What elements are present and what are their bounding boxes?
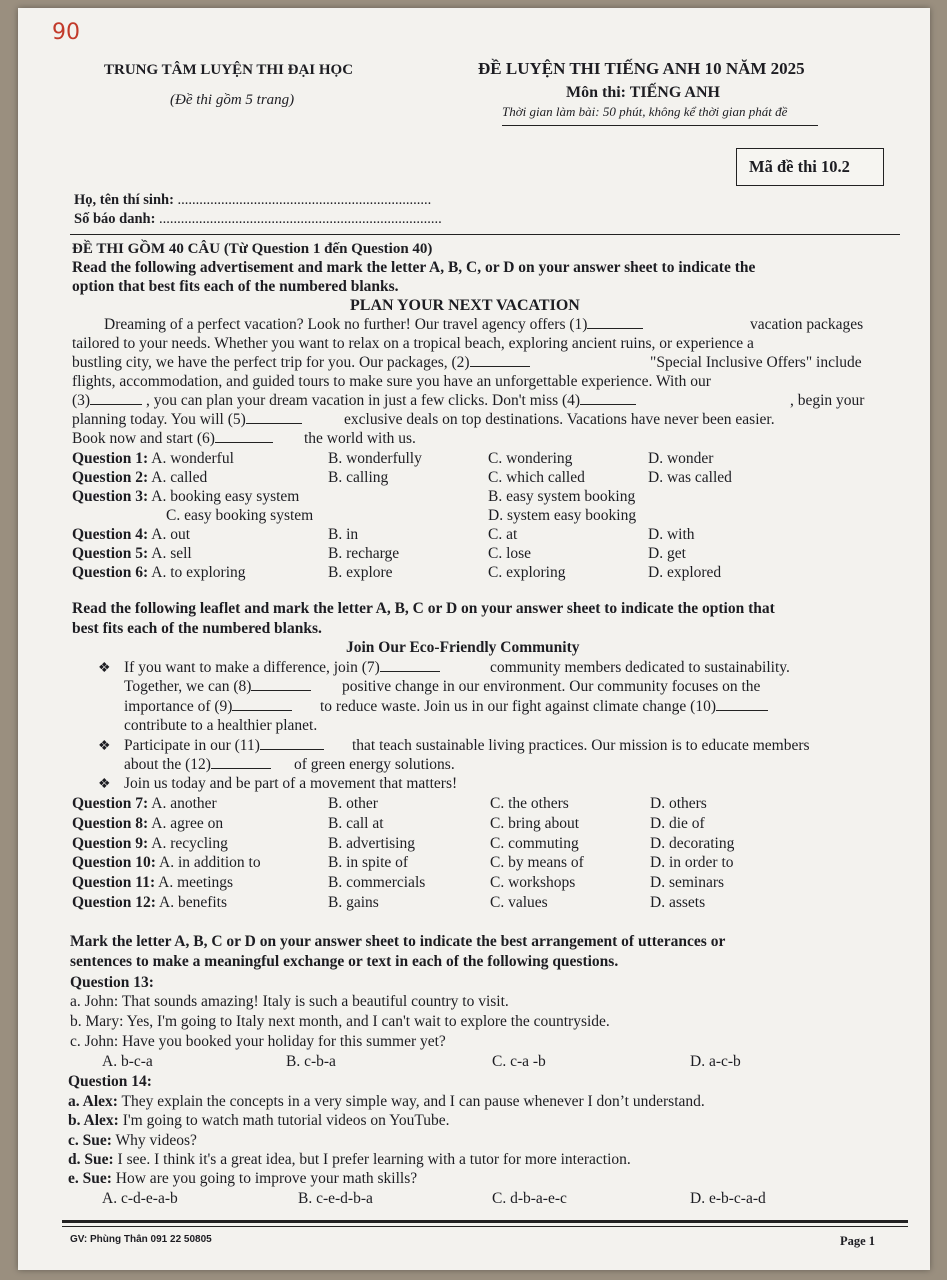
answer-d[interactable]: D. with (648, 526, 695, 543)
question-14-label: Question 14: (68, 1073, 152, 1090)
leaflet-b2-l2b: of green energy solutions. (294, 756, 455, 773)
answer-b[interactable]: B. in (328, 526, 359, 543)
ad-line-3b: "Special Inclusive Offers" include (650, 354, 862, 371)
question-row: Question 3: A. booking easy system (72, 488, 300, 505)
ad-line-5a: (3) (72, 392, 142, 410)
answer-c[interactable]: C. easy booking system (166, 507, 314, 524)
exam-title: ĐỀ LUYỆN THI TIẾNG ANH 10 NĂM 2025 (478, 59, 805, 78)
answer-c[interactable]: C. at (488, 526, 518, 543)
question-row: Question 2: A. called (72, 469, 208, 486)
answer-d[interactable]: D. in order to (650, 854, 734, 871)
id-field (74, 211, 442, 228)
answer-c[interactable]: C. workshops (490, 874, 576, 891)
answer-c[interactable]: C. the others (490, 795, 569, 812)
q14-option-c[interactable]: C. d-b-a-e-c (492, 1190, 567, 1207)
answer-b[interactable]: B. calling (328, 469, 389, 486)
name-field (74, 192, 431, 209)
question-row: Question 9: A. recycling (72, 835, 228, 852)
ad-line-5b: , you can plan your dream vacation in just a few clicks. Don't miss (4) (146, 392, 636, 410)
q13-line-a: a. John: That sounds amazing! Italy is such a beautiful country to visit. (70, 993, 509, 1010)
leaflet-b1-l3a: importance of (9) (124, 698, 292, 716)
q13-line-c: c. John: Have you booked your holiday for this summer yet? (70, 1033, 446, 1050)
answer-c[interactable]: C. values (490, 894, 548, 911)
answer-c[interactable]: C. which called (488, 469, 585, 486)
question-row: Question 5: A. sell (72, 545, 192, 562)
leaflet-b1-l3b: to reduce waste. Join us in our fight against climate change (10) (320, 698, 768, 716)
section3-instruction-1: Mark the letter A, B, C or D on your answer sheet to indicate the best arrangement of utterances or (70, 933, 726, 950)
answer-b[interactable]: B. advertising (328, 835, 415, 852)
answer-c[interactable]: C. commuting (490, 835, 579, 852)
answer-c[interactable]: C. wondering (488, 450, 573, 467)
header-divider (70, 234, 900, 235)
exam-code-box (736, 148, 884, 186)
leaflet-b1-l4: contribute to a healthier planet. (124, 717, 318, 734)
footer-rule-thin (62, 1226, 908, 1227)
ad-line-1a: Dreaming of a perfect vacation? Look no further! Our travel agency offers (1) (104, 316, 643, 334)
answer-b[interactable]: B. in spite of (328, 854, 409, 871)
handwritten-score: 90 (52, 20, 80, 45)
q13-option-a[interactable]: A. b-c-a (102, 1053, 153, 1070)
answer-c[interactable]: C. exploring (488, 564, 566, 581)
center-name: TRUNG TÂM LUYỆN THI ĐẠI HỌC (104, 62, 354, 78)
leaflet-b1-l2a: Together, we can (8) (124, 678, 311, 696)
section1-instruction-2: option that best fits each of the numbered blanks. (72, 278, 399, 295)
answer-c[interactable]: C. lose (488, 545, 532, 562)
title-underline (502, 125, 818, 126)
question-row: Question 1: A. wonderful (72, 450, 234, 467)
answer-b[interactable]: B. recharge (328, 545, 400, 562)
leaflet-b1-b: community members dedicated to sustainability. (490, 659, 790, 676)
q14-line: e. Sue: How are you going to improve your math skills? (68, 1170, 418, 1187)
leaflet-b2-l2a: about the (12) (124, 756, 271, 774)
leaflet-b2-b: that teach sustainable living practices. Our mission is to educate members (352, 737, 810, 754)
ad-line-5c: , begin your (790, 392, 865, 409)
answer-b[interactable]: B. call at (328, 815, 384, 832)
ad-line-1b: vacation packages (750, 316, 864, 333)
q13-line-b: b. Mary: Yes, I'm going to Italy next month, and I can't wait to explore the countryside. (70, 1013, 610, 1030)
pages-note: (Đề thi gồm 5 trang) (170, 92, 295, 108)
bullet-icon: ❖ (98, 777, 111, 792)
footer-rule-thick (62, 1220, 908, 1223)
name-dots: ...................................................................... (177, 192, 432, 208)
section2-instruction-1: Read the following leaflet and mark the letter A, B, C or D on your answer sheet to indicate the option that (72, 600, 775, 617)
question-row: Question 10: A. in addition to (72, 854, 261, 871)
q14-line: c. Sue: Why videos? (68, 1132, 197, 1149)
q14-line: a. Alex: They explain the concepts in a very simple way, and I can pause whenever I don’t understand. (68, 1093, 705, 1110)
answer-b[interactable]: B. commercials (328, 874, 426, 891)
question-row: Question 8: A. agree on (72, 815, 224, 832)
section2-instruction-2: best fits each of the numbered blanks. (72, 620, 322, 637)
name-label: Họ, tên thí sinh: (74, 192, 174, 208)
leaflet-b3: Join us today and be part of a movement that matters! (124, 775, 458, 792)
leaflet-title: Join Our Eco-Friendly Community (346, 639, 580, 656)
section3-instruction-2: sentences to make a meaningful exchange or text in each of the following questions. (70, 953, 619, 970)
answer-d[interactable]: D. others (650, 795, 707, 812)
id-dots: .............................................................................. (159, 211, 442, 227)
ad-line-2: tailored to your needs. Whether you want to relax on a tropical beach, exploring ancient ruins, or experience a (72, 335, 754, 352)
answer-d[interactable]: D. die of (650, 815, 705, 832)
ad-title: PLAN YOUR NEXT VACATION (350, 297, 580, 314)
ad-line-6a: planning today. You will (5) (72, 411, 302, 429)
q14-line: d. Sue: I see. I think it's a great idea, but I prefer learning with a tutor for more interaction. (68, 1151, 631, 1168)
q14-option-d[interactable]: D. e-b-c-a-d (690, 1190, 766, 1207)
question-row: Question 12: A. benefits (72, 894, 228, 911)
question-row: Question 11: A. meetings (72, 874, 234, 891)
answer-d[interactable]: D. get (648, 545, 686, 562)
answer-d[interactable]: D. seminars (650, 874, 725, 891)
footer-author: GV: Phùng Thân 091 22 50805 (70, 1234, 212, 1245)
answer-b[interactable]: B. explore (328, 564, 393, 581)
answer-d[interactable]: D. system easy booking (488, 507, 637, 524)
subject: Môn thi: TIẾNG ANH (566, 84, 720, 101)
exam-paper (18, 8, 930, 1270)
leaflet-b1-l2b: positive change in our environment. Our community focuses on the (342, 678, 761, 695)
ad-line-4: flights, accommodation, and guided tours to make sure you have an unforgettable experience. With our (72, 373, 711, 390)
question-13-label: Question 13: (70, 974, 154, 991)
id-label: Số báo danh: (74, 211, 156, 227)
leaflet-b2-a: Participate in our (11) (124, 737, 324, 755)
ad-line-7a: Book now and start (6) (72, 430, 273, 448)
q13-option-b[interactable]: B. c-b-a (286, 1053, 336, 1070)
exam-code: Mã đề thi 10.2 (749, 157, 850, 176)
q13-option-d[interactable]: D. a-c-b (690, 1053, 741, 1070)
answer-b[interactable]: B. other (328, 795, 378, 812)
answer-b[interactable]: B. wonderfully (328, 450, 422, 467)
answer-d[interactable]: D. wonder (648, 450, 714, 467)
question-row: Question 7: A. another (72, 795, 217, 812)
q14-option-b[interactable]: B. c-e-d-b-a (298, 1190, 373, 1207)
answer-b[interactable]: B. gains (328, 894, 379, 911)
section1-instruction-1: Read the following advertisement and mark the letter A, B, C, or D on your answer sheet to indicate the (72, 259, 756, 276)
q14-line: b. Alex: I'm going to watch math tutorial videos on YouTube. (68, 1112, 450, 1129)
exam-structure: ĐỀ THI GỒM 40 CÂU (Từ Question 1 đến Question 40) (72, 241, 433, 257)
bullet-icon: ❖ (98, 661, 111, 676)
ad-line-3a: bustling city, we have the perfect trip for you. Our packages, (2) (72, 354, 530, 372)
answer-d[interactable]: D. decorating (650, 835, 735, 852)
leaflet-b1-a: If you want to make a difference, join (7) (124, 659, 440, 677)
ad-line-6b: exclusive deals on top destinations. Vacations have never been easier. (344, 411, 775, 428)
answer-d[interactable]: D. assets (650, 894, 706, 911)
answer-c[interactable]: C. bring about (490, 815, 580, 832)
q14-option-a[interactable]: A. c-d-e-a-b (102, 1190, 178, 1207)
time-note: Thời gian làm bài: 50 phút, không kể thời gian phát đề (502, 104, 788, 119)
question-row: Question 4: A. out (72, 526, 190, 543)
answer-d[interactable]: D. was called (648, 469, 732, 486)
q13-option-c[interactable]: C. c-a -b (492, 1053, 546, 1070)
answer-b[interactable]: B. easy system booking (488, 488, 636, 505)
bullet-icon: ❖ (98, 739, 111, 754)
page-number: Page 1 (840, 1234, 876, 1248)
answer-d[interactable]: D. explored (648, 564, 722, 581)
ad-line-7b: the world with us. (304, 430, 416, 447)
question-row: Question 6: A. to exploring (72, 564, 246, 581)
answer-c[interactable]: C. by means of (490, 854, 584, 871)
